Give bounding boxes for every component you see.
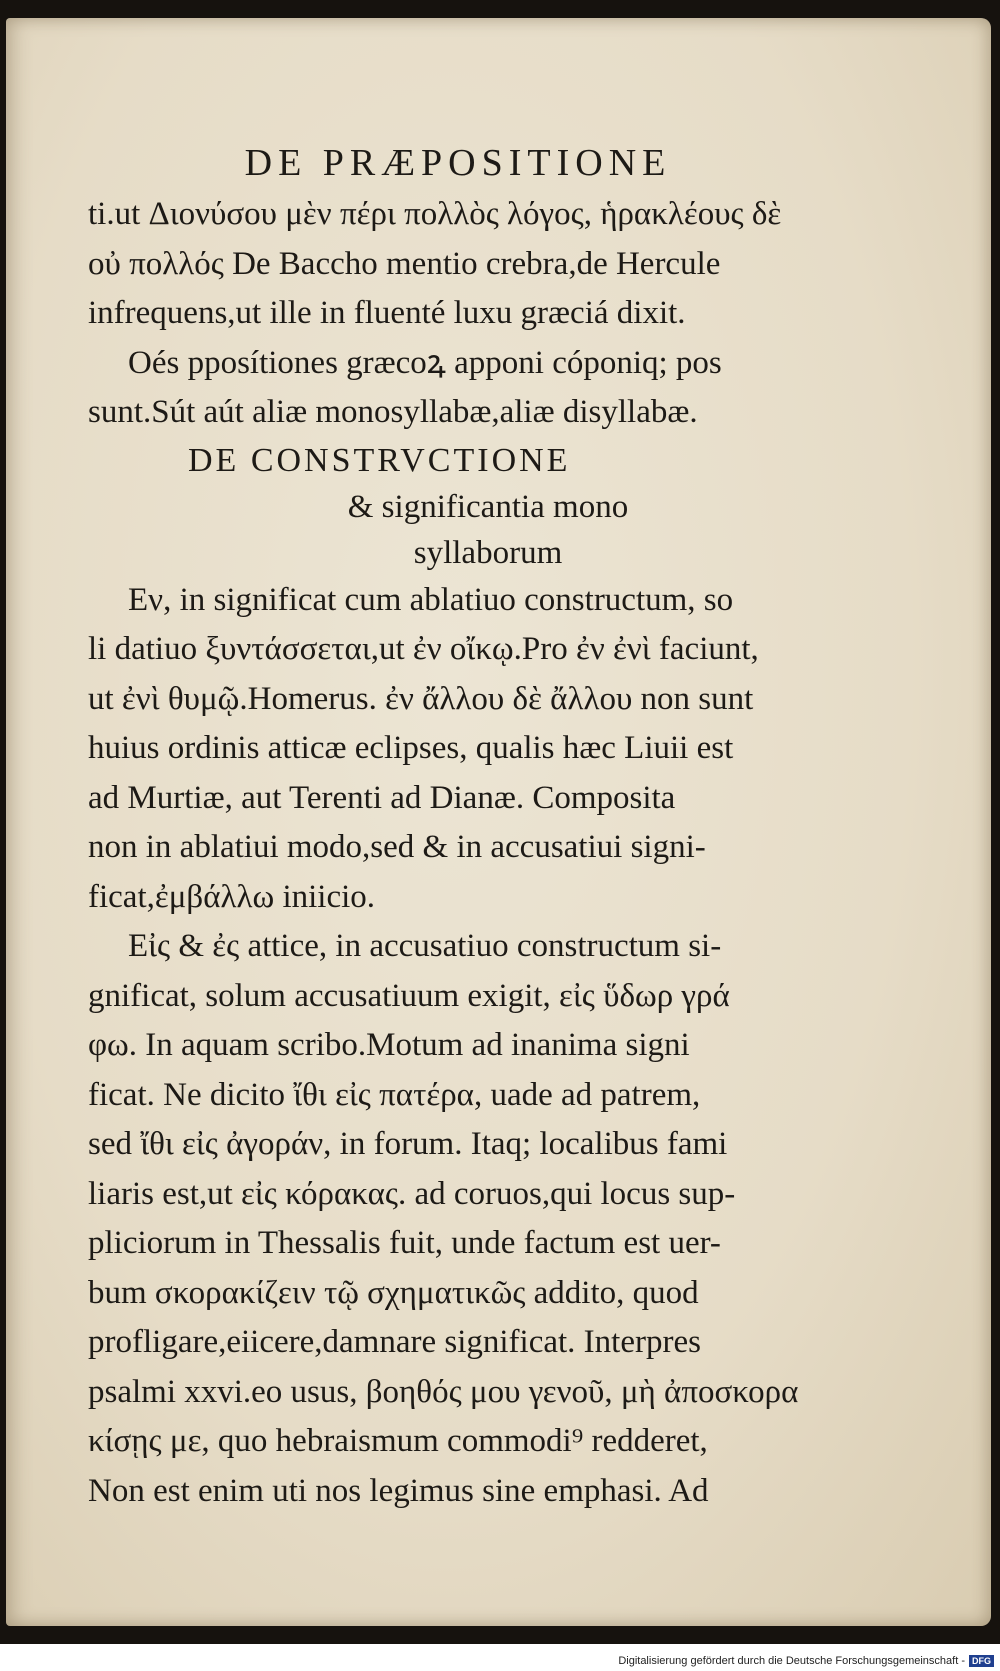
text-line: profligare,eiicere,damnare significat. Interpres	[88, 1324, 701, 1360]
page-text	[88, 138, 828, 1516]
text-line: bum σκορακίζειν τῷ σχηματικῶς addito, quod	[88, 1274, 699, 1311]
text-line: psalmi xxvi.eo usus, βοηθός μου γενοῦ, μὴ ἀποσκορα	[88, 1373, 799, 1410]
text-line: οὐ πολλός De Baccho mentio crebra,de Hercule	[88, 245, 721, 282]
text-line: pliciorum in Thessalis fuit, unde factum est uer-	[88, 1225, 721, 1261]
digitization-credit	[618, 1652, 994, 1670]
subheading-line-1: & significantia mono	[347, 488, 629, 525]
text-line: infrequens,ut ille in fluenté luxu græciá dixit.	[88, 295, 686, 331]
text-line: liaris est,ut εἰς κόρακας. ad coruos,qui locus sup-	[88, 1175, 736, 1212]
text-line: φω. In aquam scribo.Motum ad inanima signi	[88, 1027, 690, 1063]
text-line: ficat,ἐμβάλλω iniicio.	[88, 878, 376, 915]
text-line: li datiuo ξυντάσσεται,ut ἐν οἴκῳ.Pro ἐν ἐνὶ faciunt,	[88, 631, 759, 667]
section-heading-2: DE CONSTRVCTIONE	[188, 441, 571, 479]
text-line: Εἰς & ἐς attice, in accusatiuo constructum si-	[128, 928, 722, 964]
text-line: Εν, in significat cum ablatiuo constructum, so	[128, 581, 734, 618]
text-line: non in ablatiui modo,sed & in accusatiui signi-	[88, 829, 706, 865]
book-page	[6, 18, 991, 1626]
credit-text: Digitalisierung gefördert durch die Deutsche Forschungsgemeinschaft -	[618, 1655, 965, 1667]
text-line: ti.ut Διονύσου μὲν πέρι πολλὸς λόγος, ἡρακλέους δὲ	[88, 196, 782, 232]
text-line: Non est enim uti nos legimus sine emphasi. Ad	[88, 1472, 709, 1509]
text-line: huius ordinis atticæ eclipses, qualis hæc Liuii est	[88, 730, 734, 766]
text-line: sed ἴθι εἰς ἀγοράν, in forum. Itaq; localibus fami	[88, 1126, 728, 1162]
text-line: sunt.Sút aút aliæ monosyllabæ,aliæ disyllabæ.	[88, 394, 698, 430]
text-line: ut ἐνὶ θυμῷ.Homerus. ἐν ἄλλου δὲ ἄλλου non sunt	[88, 680, 754, 717]
subheading-line-2: syllaborum	[413, 534, 563, 571]
text-line: κίσῃς με, quo hebraismum commodi⁹ redderet,	[88, 1423, 708, 1459]
text-line: ad Murtiæ, aut Terenti ad Dianæ. Composita	[88, 779, 676, 816]
dfg-logo: DFG	[969, 1655, 994, 1667]
section-heading: DE PRÆPOSITIONE	[244, 142, 672, 184]
text-line: ficat. Ne dicito ἴθι εἰς πατέρα, uade ad patrem,	[88, 1076, 701, 1113]
text-line: gnificat, solum accusatiuum exigit, εἰς ὕδωρ γρά	[88, 977, 730, 1014]
text-line: Oés pposítiones græcoꝝ apponi cóponiq; pos	[128, 344, 722, 381]
